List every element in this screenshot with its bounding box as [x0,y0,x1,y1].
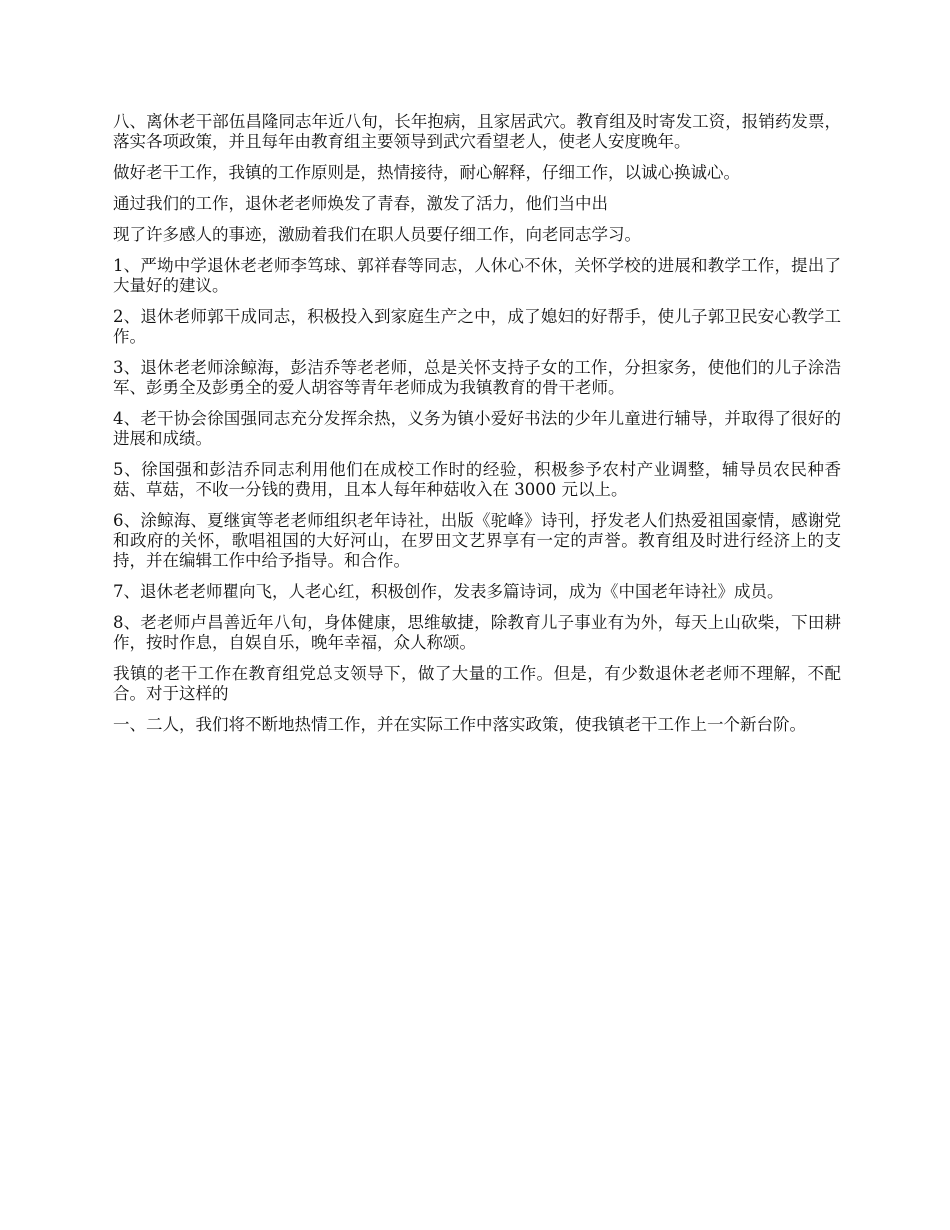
paragraph-item-4: 4、老干协会徐国强同志充分发挥余热，义务为镇小爱好书法的少年儿童进行辅导，并取得了很好的进展和成绩。 [113,409,841,448]
paragraph-item-5: 5、徐国强和彭洁乔同志利用他们在成校工作时的经验，积极参予农村产业调整，辅导员农民种香菇、草菇，不收一分钱的费用，且本人每年种菇收入在 3000 元以上。 [113,460,841,499]
paragraph-item-1: 1、严坳中学退休老老师李笃球、郭祥春等同志，人休心不休，关怀学校的进展和教学工作，提出了大量好的建议。 [113,256,841,295]
paragraph-retired-cadre-wu: 八、离休老干部伍昌隆同志年近八旬，长年抱病，且家居武穴。教育组及时寄发工资，报销药发票，落实各项政策，并且每年由教育组主要领导到武穴看望老人，使老人安度晚年。 [113,112,841,151]
paragraph-conclusion-continued: 一、二人，我们将不断地热情工作，并在实际工作中落实政策，使我镇老干工作上一个新台阶。 [113,715,806,734]
paragraph-item-8: 8、老老师卢昌善近年八旬，身体健康，思维敏捷，除教育儿子事业有为外，每天上山砍柴，下田耕作，按时作息，自娱自乐，晚年幸福，众人称颂。 [113,613,841,652]
paragraph-item-2: 2、退休老师郭干成同志，积极投入到家庭生产之中，成了媳妇的好帮手，使儿子郭卫民安心教学工作。 [113,307,841,346]
paragraph-item-6: 6、涂鲸海、夏继寅等老老师组织老年诗社，出版《驼峰》诗刊，抒发老人们热爱祖国豪情，感谢党和政府的关怀，歌唱祖国的大好河山，在罗田文艺界享有一定的声誉。教育组及时进行经济上的支持，并在编辑工作中给予指导。和合作。 [113,511,841,570]
paragraph-item-7: 7、退休老老师瞿向飞，人老心红，积极创作，发表多篇诗词，成为《中国老年诗社》成员。 [113,582,784,601]
paragraph-item-3: 3、退休老老师涂鲸海，彭洁乔等老老师，总是关怀支持子女的工作，分担家务，使他们的儿子涂浩军、彭勇全及彭勇全的爱人胡容等青年老师成为我镇教育的骨干老师。 [113,358,841,397]
paragraph-conclusion: 我镇的老干工作在教育组党总支领导下，做了大量的工作。但是，有少数退休老老师不理解，不配合。对于这样的 [113,664,841,703]
document-body [113,112,841,746]
paragraph-results-intro-continued: 现了许多感人的事迹，激励着我们在职人员要仔细工作，向老同志学习。 [113,225,641,244]
paragraph-results-intro: 通过我们的工作，退休老老师焕发了青春，激发了活力，他们当中出 [113,194,608,213]
paragraph-work-principle: 做好老干工作，我镇的工作原则是，热情接待，耐心解释，仔细工作，以诚心换诚心。 [113,163,740,182]
